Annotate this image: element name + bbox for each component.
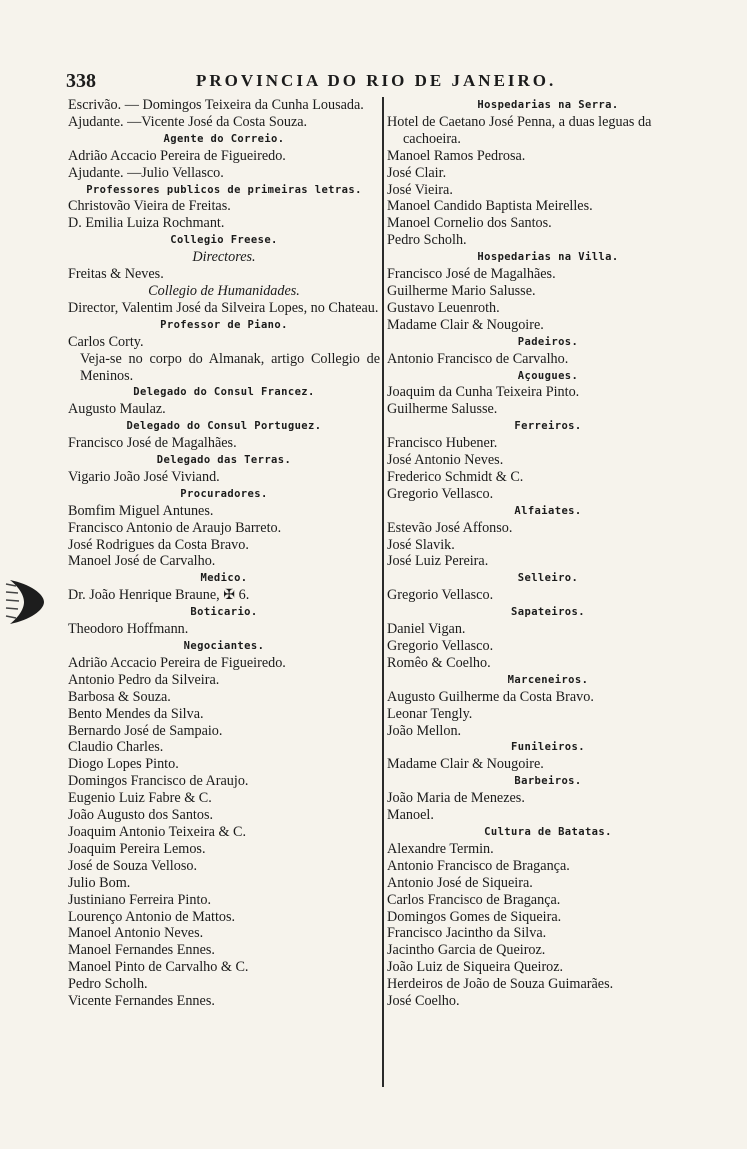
- section-heading-terras: Delegado das Terras.: [156, 454, 292, 467]
- list-item: Herdeiros de João de Souza Guimarães.: [387, 976, 614, 993]
- list-item: Domingos Francisco de Araujo.: [68, 773, 249, 790]
- agente-entry: Adrião Accacio Pereira de Figueiredo.: [68, 147, 286, 164]
- list-item: Augusto Guilherme da Costa Bravo.: [387, 688, 594, 705]
- page-header: [66, 70, 666, 94]
- escrivao-entry: Escrivão. — Domingos Teixeira da Cunha Lousada.: [68, 97, 364, 113]
- list-item: Manoel.: [387, 807, 434, 824]
- section-heading-consul-francez: Delegado do Consul Francez.: [133, 386, 315, 399]
- section-heading-consul-portuguez: Delegado do Consul Portuguez.: [126, 420, 322, 433]
- list-item: Francisco José de Magalhães.: [387, 266, 556, 283]
- list-item: Francisco José de Magalhães.: [68, 435, 237, 452]
- list-item: João Maria de Menezes.: [387, 790, 525, 807]
- list-item: Alexandre Termin.: [387, 840, 494, 857]
- list-item: Bomfim Miguel Antunes.: [68, 502, 214, 519]
- list-item: Gregorio Vellasco.: [387, 638, 494, 654]
- list-item: Antonio Francisco de Carvalho.: [387, 350, 569, 367]
- list-item: José Slavik.: [387, 536, 455, 553]
- list-item: José de Souza Velloso.: [68, 857, 197, 874]
- section-heading-barbeiros: Barbeiros.: [514, 775, 582, 788]
- list-item: Gustavo Leuenroth.: [387, 299, 500, 316]
- list-item: Vigario João José Viviand.: [68, 468, 220, 485]
- list-item: Theodoro Hoffmann.: [68, 621, 189, 638]
- list-item: Francisco Jacintho da Silva.: [387, 925, 547, 942]
- list-item: Diogo Lopes Pinto.: [68, 756, 179, 773]
- list-item: Justiniano Ferreira Pinto.: [68, 891, 212, 908]
- list-item: Pedro Scholh.: [387, 232, 467, 249]
- list-item: Gregorio Vellasco.: [387, 485, 494, 502]
- cross-reference-note: Veja-se no corpo do Almanak, artigo Collegio de Meninos.: [80, 350, 380, 384]
- right-column: [387, 97, 709, 1010]
- list-item: D. Emilia Luiza Rochmant.: [68, 215, 225, 232]
- list-item: Bernardo José de Sampaio.: [68, 722, 223, 739]
- list-item: Madame Clair & Nougoire.: [387, 756, 544, 773]
- list-item: Manoel Ramos Pedrosa.: [387, 147, 526, 164]
- humanidades-director: Director, Valentim José da Silveira Lopes, no Chateau.: [68, 299, 379, 316]
- list-item: José Clair.: [387, 164, 447, 181]
- list-item: Carlos Francisco de Bragança.: [387, 891, 561, 908]
- section-heading-funileiros: Funileiros.: [511, 741, 585, 754]
- list-item: Madame Clair & Nougoire.: [387, 316, 544, 333]
- section-heading-professores: Professores publicos de primeiras letras.: [86, 183, 362, 196]
- section-heading-piano: Professor de Piano.: [160, 318, 288, 331]
- list-item: João Mellon.: [387, 722, 462, 739]
- section-heading-ferreiros: Ferreiros.: [514, 420, 582, 433]
- list-item: Carlos Corty.: [68, 333, 144, 350]
- list-item: Manoel José de Carvalho.: [68, 553, 216, 570]
- list-item: Manoel Fernandes Ennes.: [68, 942, 215, 959]
- ajudante-correio-entry: Ajudante. —Julio Vellasco.: [68, 164, 224, 181]
- list-item: Leonar Tengly.: [387, 705, 473, 722]
- section-heading-selleiro: Selleiro.: [517, 572, 579, 585]
- list-item: Manoel Cornelio dos Santos.: [387, 215, 552, 232]
- list-item: Adrião Accacio Pereira de Figueiredo.: [68, 654, 286, 671]
- list-item: Dr. João Henrique Braune, ✠ 6.: [68, 587, 250, 604]
- section-heading-collegio-freese: Collegio Freese.: [170, 234, 278, 247]
- section-heading-agente-correio: Agente do Correio.: [163, 132, 285, 145]
- subheading-collegio-humanidades: Collegio de Humanidades.: [148, 282, 300, 299]
- list-item: Claudio Charles.: [68, 739, 164, 756]
- list-item: Daniel Vigan.: [387, 621, 466, 638]
- ajudante-entry: Ajudante. —Vicente José da Costa Souza.: [68, 113, 308, 130]
- section-heading-boticario: Boticario.: [190, 606, 258, 619]
- list-item: Augusto Maulaz.: [68, 401, 166, 418]
- list-item: Gregorio Vellasco.: [387, 587, 494, 604]
- list-item: José Vieira.: [387, 181, 453, 198]
- list-item: José Antonio Neves.: [387, 452, 504, 469]
- list-item: Pedro Scholh.: [68, 976, 148, 993]
- list-item: Guilherme Salusse.: [387, 401, 498, 418]
- section-heading-padeiros: Padeiros.: [517, 335, 579, 348]
- list-item: Frederico Schmidt & C.: [387, 468, 524, 485]
- column-divider: [382, 97, 384, 1087]
- list-item: Julio Bom.: [68, 874, 131, 891]
- section-heading-alfaiates: Alfaiates.: [514, 504, 582, 517]
- list-item: Lourenço Antonio de Mattos.: [68, 908, 236, 925]
- list-item: Joaquim da Cunha Teixeira Pinto.: [387, 384, 580, 401]
- list-item: João Augusto dos Santos.: [68, 807, 214, 824]
- list-item: Manoel Pinto de Carvalho & C.: [68, 959, 249, 976]
- list-item: José Coelho.: [387, 993, 460, 1010]
- list-item: Barbosa & Souza.: [68, 688, 171, 705]
- list-item: Joaquim Antonio Teixeira & C.: [68, 823, 247, 840]
- list-item: Romêo & Coelho.: [387, 654, 491, 671]
- hotel-entry: Hotel de Caetano José Penna, a duas leguas da cachoeira.: [387, 113, 652, 147]
- list-item: Christovão Vieira de Freitas.: [68, 198, 231, 215]
- list-item: Estevão José Affonso.: [387, 519, 513, 536]
- section-heading-hospedarias-serra: Hospedarias na Serra.: [477, 99, 619, 111]
- list-item: Antonio Francisco de Bragança.: [387, 857, 570, 874]
- list-item: Francisco Antonio de Araujo Barreto.: [68, 519, 282, 536]
- page-number: 338: [66, 70, 96, 92]
- list-item: Antonio José de Siqueira.: [387, 874, 533, 891]
- list-item: Francisco Hubener.: [387, 435, 498, 452]
- list-item: José Luiz Pereira.: [387, 553, 489, 570]
- running-title: PROVINCIA DO RIO DE JANEIRO.: [196, 71, 557, 90]
- section-heading-negociantes: Negociantes.: [183, 640, 265, 652]
- list-item: José Rodrigues da Costa Bravo.: [68, 536, 249, 553]
- left-column: [68, 97, 380, 1010]
- list-item: Eugenio Luiz Fabre & C.: [68, 790, 212, 807]
- section-heading-procuradores: Procuradores.: [180, 487, 268, 500]
- list-item: Domingos Gomes de Siqueira.: [387, 908, 562, 925]
- subheading-directores: Directores.: [192, 249, 256, 266]
- list-item: Manoel Antonio Neves.: [68, 925, 204, 942]
- list-item: Antonio Pedro da Silveira.: [68, 671, 220, 688]
- list-item: Manoel Candido Baptista Meirelles.: [387, 198, 593, 215]
- list-item: Guilherme Mario Salusse.: [387, 282, 536, 299]
- section-heading-acougues: Açougues.: [517, 369, 579, 382]
- list-item: João Luiz de Siqueira Queiroz.: [387, 959, 564, 976]
- list-item: Bento Mendes da Silva.: [68, 705, 204, 722]
- margin-ornament-icon: [4, 572, 48, 632]
- section-heading-sapateiros: Sapateiros.: [511, 606, 585, 619]
- section-heading-cultura-batatas: Cultura de Batatas.: [484, 825, 612, 838]
- list-item: Freitas & Neves.: [68, 266, 164, 283]
- list-item: Jacintho Garcia de Queiroz.: [387, 942, 546, 959]
- section-heading-medico: Medico.: [200, 572, 248, 585]
- list-item: Vicente Fernandes Ennes.: [68, 993, 215, 1010]
- section-heading-hospedarias-villa: Hospedarias na Villa.: [477, 251, 619, 264]
- section-heading-marceneiros: Marceneiros.: [507, 673, 589, 686]
- list-item: Joaquim Pereira Lemos.: [68, 840, 206, 857]
